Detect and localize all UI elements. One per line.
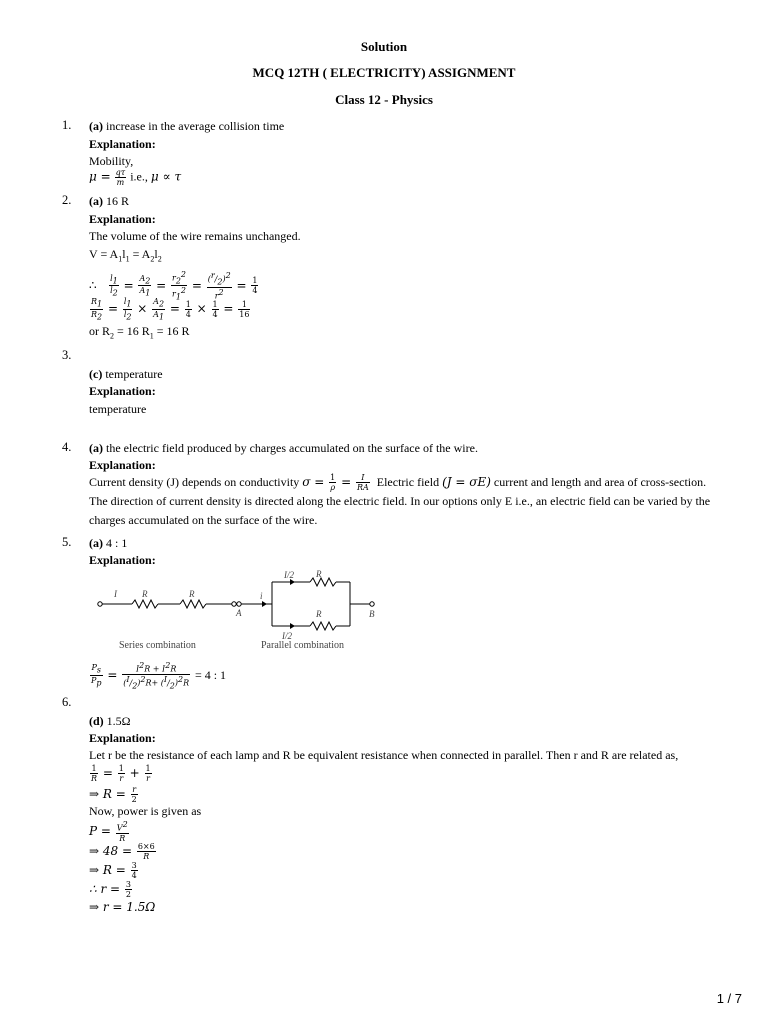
svg-text:I/2: I/2 — [282, 631, 292, 640]
svg-text:A: A — [236, 608, 242, 618]
q1-answer: (a) increase in the average collision time — [89, 119, 285, 133]
q2-answer: (a) 16 R — [89, 194, 130, 208]
class-subject: Class 12 - Physics — [335, 92, 433, 107]
q5-explanation-label: Explanation: — [89, 553, 156, 567]
svg-text:I/2: I/2 — [284, 570, 294, 580]
q6-R-eq: ⇒ R = $\frac{r}{2}$ — [89, 785, 137, 804]
q6-R-value: ⇒ R = $\frac{3}{4}$ — [89, 861, 137, 880]
svg-text:R: R — [316, 569, 322, 579]
q1-formula: μ = $\frac{q\tau}{m}$ i.e., μ ∝ τ — [89, 168, 182, 187]
q5-power-ratio: $\frac{P_s}{P_p}$ = $\frac{I^2R + I^2R}{(^I/_2)^2R+ (^I/_2)^2R}$ = 4 : 1 — [91, 661, 227, 690]
q6-power-eq: P = $\frac{V^2}{R}$ — [89, 820, 128, 843]
q6-explanation-label: Explanation: — [89, 731, 156, 745]
doc-title: Solution — [360, 39, 408, 54]
page-number: 1 / 7 — [716, 991, 742, 1006]
q4-explanation-label: Explanation: — [89, 458, 156, 472]
q2-ratio-eq: ∴ $\frac{l_1}{l_2}$ = $\frac{A_2}{A_1}$ = $\frac{r_2^2}{r_1^2}$ = $\frac{(^r/_2)^2}{r^2}$ = $\frac{1}{4}$ — [89, 270, 258, 302]
svg-text:R: R — [316, 609, 322, 619]
q5-number: 5. — [62, 535, 72, 549]
q2-number: 2. — [62, 193, 72, 207]
parallel-circuit-diagram — [232, 568, 382, 640]
q6-r-result: ⇒ r = 1.5Ω — [89, 900, 156, 914]
svg-text:i: i — [260, 591, 263, 601]
q5-answer: (a) 4 : 1 — [89, 536, 128, 550]
svg-text:R: R — [189, 589, 195, 599]
q6-r-eq: ∴ r = $\frac{3}{2}$ — [89, 880, 131, 899]
svg-text:I: I — [114, 589, 117, 599]
q1-explanation-label: Explanation: — [89, 137, 156, 151]
q3-explanation-label: Explanation: — [89, 384, 156, 398]
svg-text:R: R — [142, 589, 148, 599]
q4-number: 4. — [62, 440, 72, 454]
q6-power-sub: ⇒ 48 = $\frac{6\times 6}{R}$ — [89, 842, 155, 861]
q6-answer: (d) 1.5Ω — [89, 714, 131, 728]
series-caption: Series combination — [119, 640, 196, 651]
q2-volume-text: The volume of the wire remains unchanged. — [89, 229, 301, 243]
svg-text:B: B — [369, 609, 375, 619]
q3-explanation: temperature — [89, 402, 147, 416]
q2-explanation-label: Explanation: — [89, 212, 156, 226]
assignment-title: MCQ 12TH ( ELECTRICITY) ASSIGNMENT — [252, 65, 516, 80]
parallel-caption: Parallel combination — [261, 640, 345, 651]
q2-result: or $R_2 = 16$ $R_1 = 16$ R — [89, 324, 190, 341]
q2-volume-eq: $V = A_1l_1 = A_2l_2$ — [89, 247, 162, 264]
q3-answer: (c) temperature — [89, 367, 163, 381]
q6-number: 6. — [62, 695, 72, 709]
q4-explanation: Current density (J) depends on conductivity σ = $\frac{1}{\rho}$ = $\frac{I}{RA}$ Electric field (J = σE) current and length and area of cross-section. The direction of current density is directed along the electric field. In our options only E i.e., an electric field can be varied by the charges accumulated on the surface of the wire. — [89, 473, 711, 527]
q3-number: 3. — [62, 348, 72, 362]
q1-mobility: Mobility, — [89, 154, 134, 168]
q2-resistance-ratio: $\frac{R_1}{R_2}$ = $\frac{l_1}{l_2}$ × $\frac{A_2}{A_1}$ = $\frac{1}{4}$ × $\frac{1}{4}$ = $\frac{1}{16}$ — [91, 297, 250, 322]
q6-explanation-text: Let r be the resistance of each lamp and R be equivalent resistance when connected in parallel. Then r and R are related as, — [89, 748, 679, 762]
q1-number: 1. — [62, 118, 72, 132]
q4-answer: (a) the electric field produced by charges accumulated on the surface of the wire. — [89, 441, 478, 455]
q6-parallel-eq: $\frac{1}{R}$ = $\frac{1}{r}$ + $\frac{1}{r}$ — [91, 764, 151, 783]
q6-power-text: Now, power is given as — [89, 804, 202, 818]
